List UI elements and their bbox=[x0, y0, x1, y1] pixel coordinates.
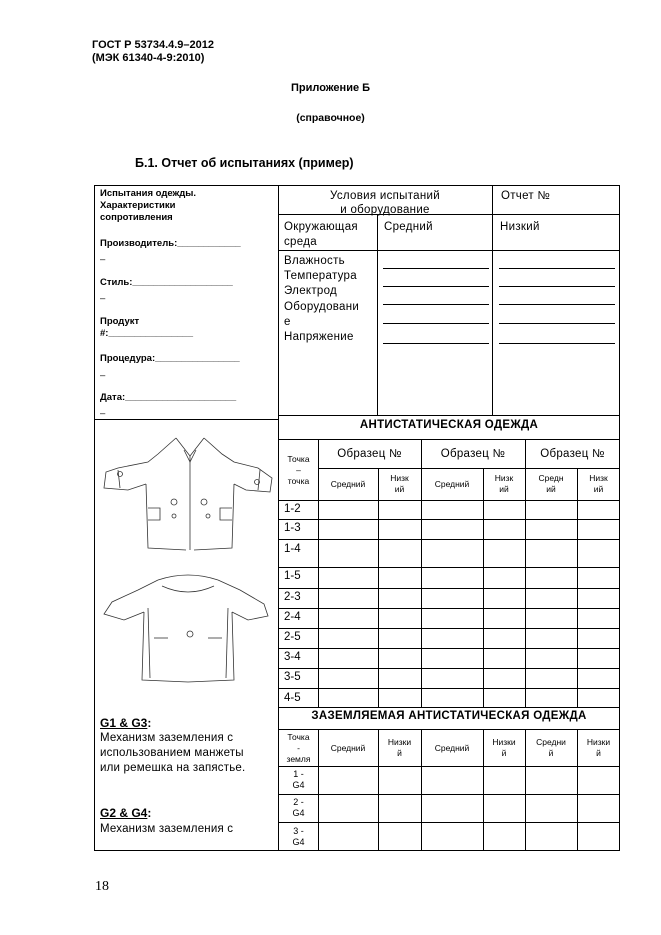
average-blank-3[interactable] bbox=[383, 304, 489, 305]
sample-2-label: Образец № bbox=[440, 448, 506, 460]
grounded-sub-low-2: Низки й bbox=[492, 737, 516, 758]
column-average-label: Средний bbox=[384, 221, 433, 233]
manufacturer-field[interactable] bbox=[100, 238, 241, 249]
style-label: Стиль: bbox=[100, 277, 133, 288]
page-number: 18 bbox=[95, 879, 109, 894]
average-blank-4[interactable] bbox=[383, 323, 489, 324]
row-label-3-4: 3-4 bbox=[284, 651, 301, 663]
row-label-1-2: 1-2 bbox=[284, 503, 301, 515]
date-dash: – bbox=[100, 408, 106, 419]
row-label-3-g4: 3 - G4 bbox=[292, 826, 305, 847]
row-label-1-g4: 1 - G4 bbox=[292, 769, 305, 790]
low-blank-2[interactable] bbox=[499, 286, 615, 287]
manufacturer-dash: – bbox=[100, 254, 106, 265]
section-title: Б.1. Отчет об испытаниях (пример) bbox=[135, 156, 354, 170]
antistatic-sub-low-3: Низк ий bbox=[589, 473, 608, 494]
row-label-3-5: 3-5 bbox=[284, 671, 301, 683]
coat-back-drawing bbox=[98, 568, 278, 688]
date-field[interactable] bbox=[100, 392, 236, 403]
style-field[interactable] bbox=[100, 277, 233, 288]
conditions-title-2: и оборудование bbox=[340, 204, 430, 216]
row-label-2-3: 2-3 bbox=[284, 591, 301, 603]
average-blank-5[interactable] bbox=[383, 343, 489, 344]
row-label-1-4: 1-4 bbox=[284, 543, 301, 555]
antistatic-sub-average-2: Средний bbox=[434, 479, 470, 489]
procedure-field[interactable] bbox=[100, 353, 240, 364]
conditions-title-1: Условия испытаний bbox=[330, 190, 440, 202]
low-blank-1[interactable] bbox=[499, 268, 615, 269]
manufacturer-blank: ____________ bbox=[177, 238, 241, 249]
antistatic-sub-low-2: Низк ий bbox=[494, 473, 514, 494]
report-number-label: Отчет № bbox=[501, 190, 551, 202]
product-label: Продукт bbox=[100, 316, 140, 327]
grounded-sub-low-3: Низки й bbox=[586, 737, 611, 758]
standard-number: ГОСТ Р 53734.4.9–2012 bbox=[92, 39, 215, 51]
row-label-1-3: 1-3 bbox=[284, 522, 301, 534]
g1-g3-heading: G1 & G3: bbox=[100, 716, 152, 730]
antistatic-sub-average-3: Средн ий bbox=[538, 473, 564, 494]
point-point-label: Точка – точка bbox=[287, 454, 310, 486]
appendix-subtitle: (справочное) bbox=[296, 112, 365, 124]
row-label-2-g4: 2 - G4 bbox=[292, 797, 305, 818]
g2-g4-description: Механизм заземления с bbox=[100, 823, 234, 835]
conditions-parameters: Влажность Температура Электрод Оборудовани е Напряжение bbox=[284, 255, 360, 344]
left-heading-1: Испытания одежды. bbox=[100, 188, 197, 199]
low-blank-4[interactable] bbox=[499, 323, 615, 324]
style-blank: ___________________ bbox=[132, 277, 233, 288]
appendix-title: Приложение Б bbox=[290, 82, 371, 94]
style-dash: – bbox=[100, 293, 106, 304]
point-ground-label: Точка - земля bbox=[286, 732, 311, 764]
average-blank-2[interactable] bbox=[383, 286, 489, 287]
date-label: Дата: bbox=[100, 392, 126, 403]
column-low-label: Низкий bbox=[500, 221, 540, 233]
grounded-sub-average-2: Средний bbox=[434, 743, 470, 753]
left-heading-2: Характеристики bbox=[100, 200, 176, 211]
left-heading-3: сопротивления bbox=[100, 212, 173, 223]
grounded-sub-average-3: Средни й bbox=[536, 737, 566, 758]
row-label-4-5: 4-5 bbox=[284, 692, 301, 704]
procedure-blank: ________________ bbox=[155, 353, 240, 364]
grounded-sub-low-1: Низки й bbox=[387, 737, 412, 758]
procedure-label: Процедура: bbox=[100, 353, 156, 364]
g1-g3-description: Механизм заземления с использованием манжеты или ремешка на запястье. bbox=[100, 732, 246, 774]
row-label-2-5: 2-5 bbox=[284, 631, 301, 643]
jacket-front-drawing bbox=[98, 432, 278, 557]
environment-label-1: Окружающая bbox=[284, 221, 358, 233]
average-blank-1[interactable] bbox=[383, 268, 489, 269]
grounded-sub-average-1: Средний bbox=[330, 743, 366, 753]
antistatic-title: АНТИСТАТИЧЕСКАЯ ОДЕЖДА bbox=[359, 419, 539, 431]
sample-1-label: Образец № bbox=[337, 448, 402, 460]
sample-3-label: Образец № bbox=[540, 448, 605, 460]
environment-label-2: среда bbox=[284, 236, 317, 248]
g2-g4-heading: G2 & G4: bbox=[100, 806, 152, 820]
standard-reference: (МЭК 61340-4-9:2010) bbox=[92, 52, 205, 64]
manufacturer-label: Производитель: bbox=[100, 238, 178, 249]
low-blank-3[interactable] bbox=[499, 304, 615, 305]
antistatic-sub-low-1: Низк ий bbox=[390, 473, 409, 494]
row-label-2-4: 2-4 bbox=[284, 611, 301, 623]
procedure-dash: – bbox=[100, 370, 106, 381]
antistatic-sub-average-1: Средний bbox=[330, 479, 366, 489]
product-field[interactable]: #:________________ bbox=[100, 328, 193, 339]
row-label-1-5: 1-5 bbox=[284, 570, 301, 582]
low-blank-5[interactable] bbox=[499, 343, 615, 344]
grounded-title: ЗАЗЕМЛЯЕМАЯ АНТИСТАТИЧЕСКАЯ ОДЕЖДА bbox=[311, 710, 587, 722]
date-blank: _____________________ bbox=[125, 392, 237, 403]
